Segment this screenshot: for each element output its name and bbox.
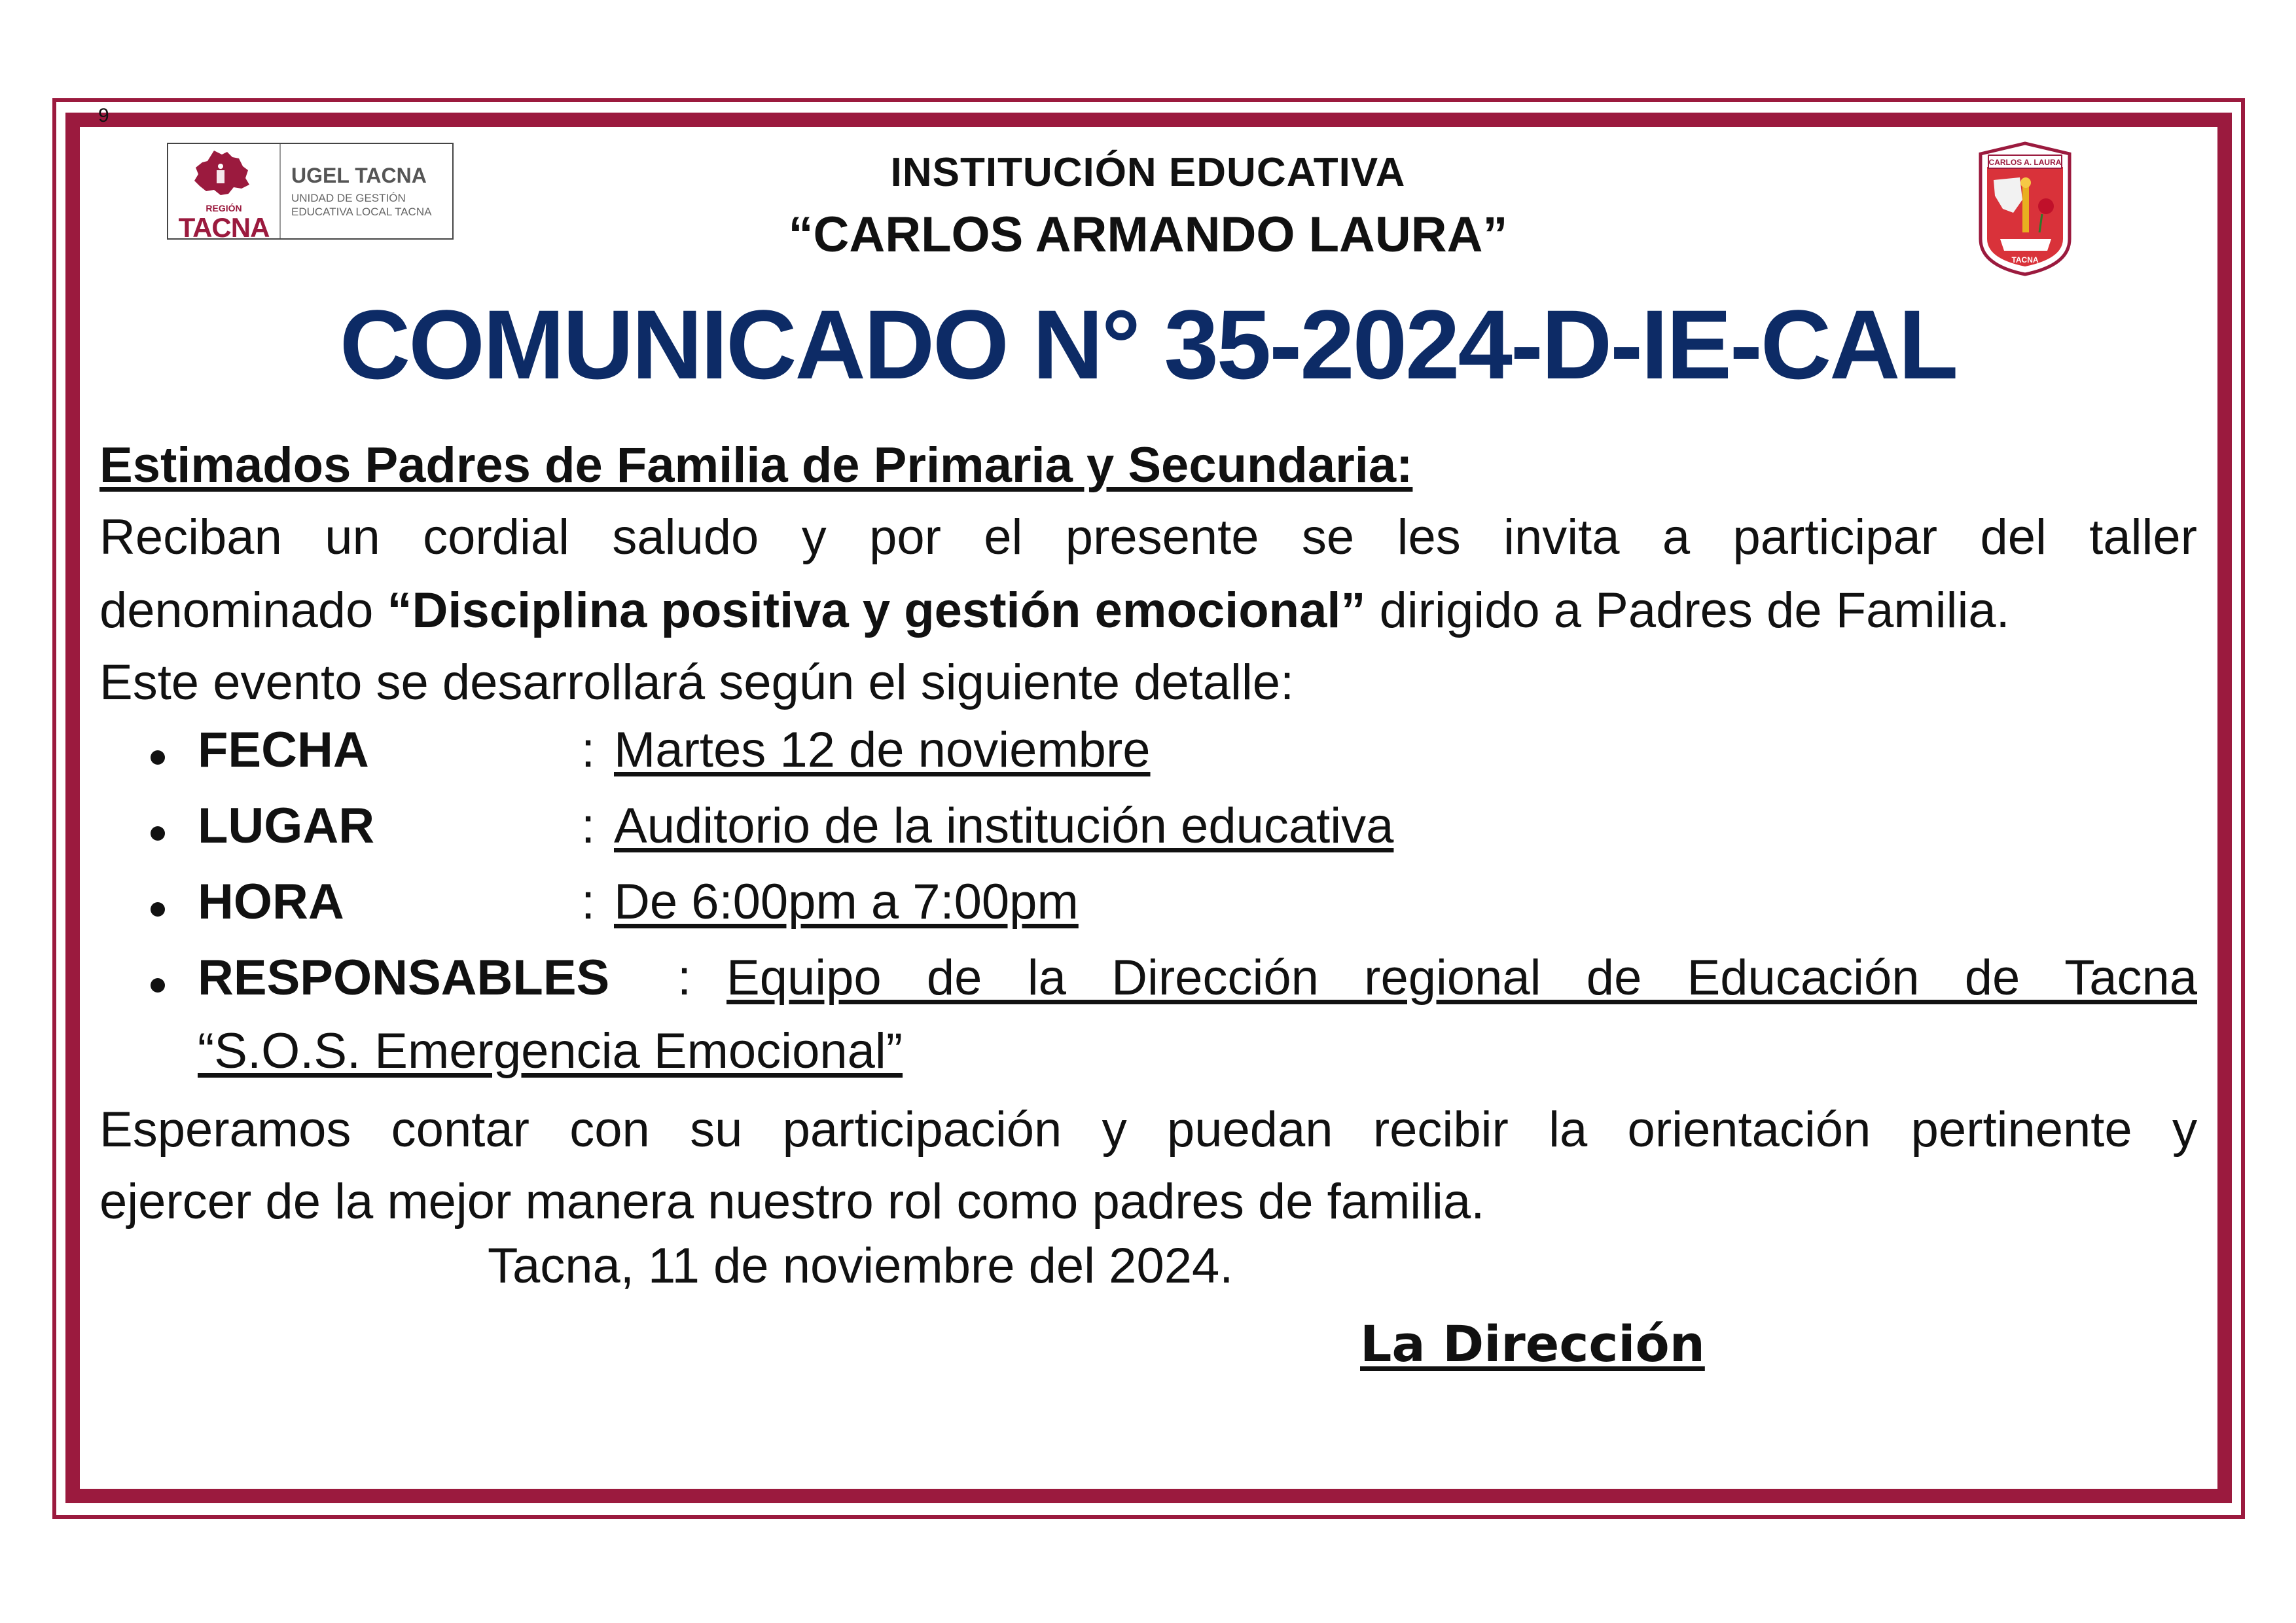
signature: La Dirección [1360,1315,1705,1373]
date-line: Tacna, 11 de noviembre del 2024. [488,1238,1234,1294]
detail-colon: : [581,874,596,930]
ugel-subtitle-line2: EDUCATIVA LOCAL TACNA [291,206,432,218]
detail-value: De 6:00pm a 7:00pm [614,874,1079,930]
ugel-subtitle-line1: UNIDAD DE GESTIÓN [291,192,406,204]
workshop-name: “Disciplina positiva y gestión emocional” [387,583,1366,638]
ugel-title: UGEL TACNA [291,164,427,187]
bullet-icon [151,978,165,993]
detail-colon: : [581,798,596,854]
greeting-text: Estimados Padres de Familia de Primaria y Secundaria: [99,437,1413,493]
intro-line3: Este evento se desarrollará según el siguiente detalle: [99,655,1295,710]
bullet-icon [151,826,165,841]
detail-label: FECHA [198,722,369,778]
detail-value: Auditorio de la institución educativa [614,798,1394,854]
intro-line2-pre: denominado [99,583,387,638]
detail-label: LUGAR [198,798,375,854]
crest-top-text: CARLOS A. LAURA [1988,158,2062,167]
detail-label: HORA [198,874,344,930]
intro-line1: Reciban un cordial saludo y por el presente se les invita a participar del taller [99,509,2197,565]
detail-value: Martes 12 de noviembre [614,722,1151,778]
document-title: COMUNICADO N° 35-2024-D-IE-CAL [339,289,1957,399]
region-label: REGIÓN [206,203,242,213]
institution-label: INSTITUCIÓN EDUCATIVA [890,150,1406,195]
closing-line2: ejercer de la mejor manera nuestro rol como padres de familia. [99,1174,1485,1230]
closing-line1: Esperamos contar con su participación y puedan recibir la orientación pertinente y [99,1102,2197,1158]
intro-line2 [99,574,2197,647]
crest-bottom-text: TACNA [2011,255,2039,264]
detail-colon: : [677,950,692,1006]
detail-colon: : [581,722,596,778]
institution-name: “CARLOS ARMANDO LAURA” [788,207,1508,263]
detail-value: Equipo de la Dirección regional de Educación de Tacna [726,950,2197,1006]
region-name: TACNA [178,212,270,243]
detail-label: RESPONSABLES [198,950,610,1006]
detail-value-line2: “S.O.S. Emergencia Emocional” [198,1023,903,1079]
page-number: 9 [98,105,109,126]
bullet-icon [151,750,165,765]
intro-line2-post: dirigido a Padres de Familia. [1365,583,2010,638]
bullet-icon [151,902,165,917]
greeting [99,429,2197,502]
